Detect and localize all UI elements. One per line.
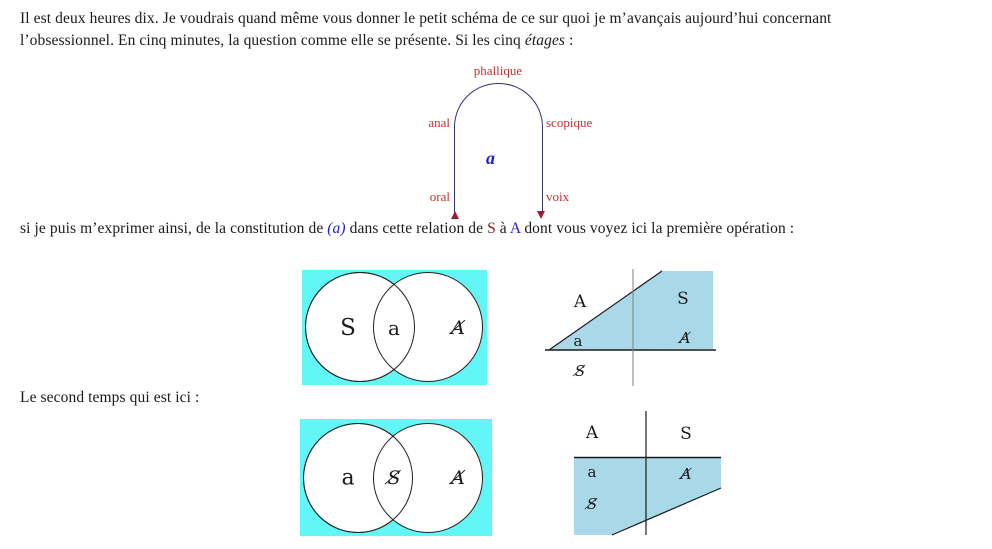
paragraph-operation-mid2: à [495,220,510,237]
venn2-label-barred-A: A̸ [451,467,465,489]
arch-label-anal: anal [428,115,450,130]
object-a-inline: (a) [327,220,346,237]
arch-label-scopique: scopique [546,115,593,130]
quadrant1-shapes [545,263,717,389]
etages-italic: étages [524,32,566,49]
venn1-label-barred-A: A̸ [451,317,465,339]
quadrant-diagram-1 [545,263,717,389]
quad1-label-barred-S: S̸ [574,362,586,380]
venn2-label-barred-S: S̸ [387,467,401,489]
quad1-label-a: a [573,332,583,350]
venn1-label-S: S [340,315,356,341]
quad2-label-A: A [585,423,599,443]
paragraph-operation-mid1: dans cette relation de [345,220,488,237]
quadrant-diagram-2 [572,408,732,545]
paragraph-intro-line1: Il est deux heures dix. Je voudrais quand même vous donner le petit schéma de ce sur quoi je m’avançais aujourd’hui concernant [20,10,832,27]
arch-diagram [420,60,605,222]
quad1-label-barred-A: A̸ [679,329,691,347]
arch-object-a: a [486,148,495,168]
paragraph-operation [20,218,980,240]
arch-curve [454,83,543,214]
venn-diagram-2 [300,419,492,536]
paragraph-intro [20,8,985,52]
arch-label-phallique: phallique [473,63,523,78]
venn2-label-a: a [341,465,355,491]
quad1-label-A: A [573,292,587,312]
paragraph-intro-line2: l’obsessionnel. En cinq minutes, la question comme elle se présente. Si les cinq [20,32,525,49]
letter-A-inline: A [509,220,521,237]
arch-label-oral: oral [429,189,450,204]
quad2-label-barred-A: A̸ [680,465,692,483]
arch-label-voix: voix [546,189,570,204]
letter-S-inline: S [487,220,496,237]
venn-diagram-1 [302,270,487,385]
paragraph-second-temps: Le second temps qui est ici : [20,389,200,406]
paragraph-operation-pre: si je puis m’exprimer ainsi, de la constitution de [20,220,328,237]
venn1-label-a: a [388,316,400,340]
paragraph-intro-line2-colon: : [565,32,574,49]
paragraph-operation-post: dont vous voyez ici la première opération : [520,220,795,237]
quad1-label-S: S [677,289,689,309]
quad2-label-S: S [680,424,692,444]
quad2-label-barred-S: S̸ [586,495,598,513]
quad2-label-a: a [587,463,597,481]
